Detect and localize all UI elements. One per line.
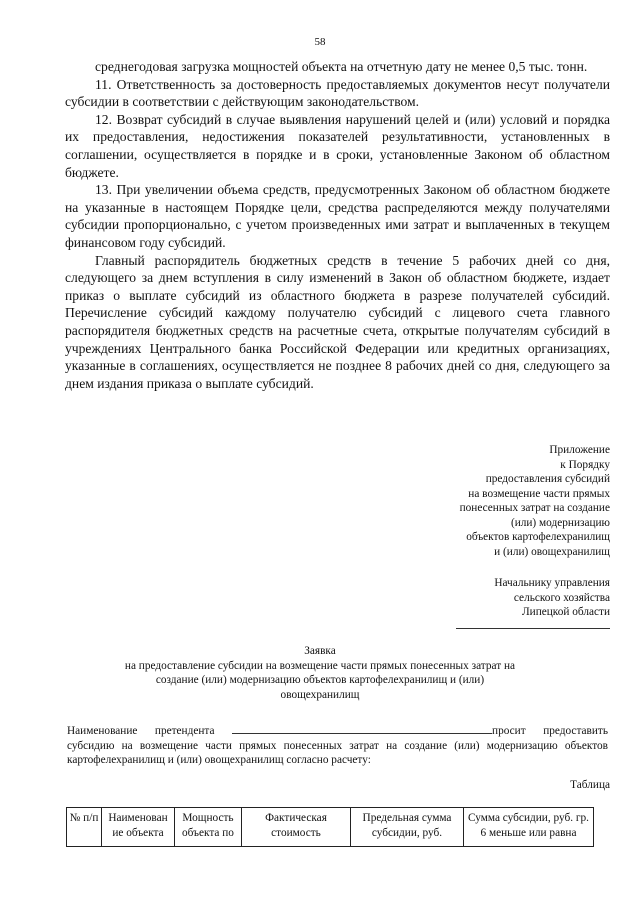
page-number: 58 (314, 36, 326, 48)
appendix-line: и (или) овощехранилищ (494, 545, 610, 558)
appendix-line: (или) модернизацию (510, 516, 610, 529)
table-caption: Таблица (570, 779, 610, 791)
applicant-name-field[interactable] (232, 723, 492, 734)
table-header-cell: Фактическая стоимость (242, 808, 351, 847)
applicant-statement (67, 723, 608, 768)
addressee-line: Липецкой области (521, 606, 610, 618)
paragraph-12: 12. Возврат субсидий в случае выявления нарушений целей и (или) условий и порядка их предоставления, недостижения показателей результативности, установленных в соглашении, осуществляется в порядке и в сроки, установленные Законом об областном бюджете. (65, 111, 610, 180)
title-line: создание (или) модернизацию объектов картофелехранилищ и (или) (155, 674, 485, 686)
application-title (0, 644, 640, 702)
signature-line (456, 628, 610, 629)
paragraph-13: 13. При увеличении объема средств, предусмотренных Законом об областном бюджете на указанные в настоящем Порядке цели, средства распределяются между получателями субсидии пропорционально, с учетом произведенных ими затрат и выплаченных в текущем финансовом году субсидий. (65, 182, 610, 250)
addressee-line: сельского хозяйства (513, 591, 610, 604)
title-line: овощехранилищ (280, 688, 360, 701)
appendix-line: к Порядку (560, 458, 610, 471)
applicant-request-text: просит предоставить субсидию на возмещение части прямых понесенных затрат на создание (или) модернизацию объектов картофелехранилищ и (или) овощехранилищ согласно расчету: (67, 725, 608, 766)
paragraph-continuation: среднегодовая загрузка мощностей объекта на отчетную дату не менее 0,5 тыс. тонн. (95, 59, 588, 74)
paragraph-11: 11. Ответственность за достоверность предоставляемых документов несут получатели субсидии в соответствии с действующим законодательством. (65, 76, 610, 110)
title-heading: Заявка (304, 645, 336, 657)
addressee-block (494, 576, 610, 620)
table-header-cell: Предельная сумма субсидии, руб. (351, 808, 464, 847)
table-header-cell: Мощность объекта по (175, 808, 242, 847)
table-header-row (67, 808, 594, 847)
appendix-line: предоставления субсидий (485, 473, 610, 485)
appendix-line: на возмещение части прямых (468, 487, 610, 500)
calculation-table (66, 807, 594, 847)
addressee-line: Начальнику управления (494, 577, 610, 589)
main-text (65, 58, 610, 392)
title-line: на предоставление субсидии на возмещение части прямых понесенных затрат на (124, 659, 516, 672)
appendix-reference (460, 443, 610, 559)
applicant-label: Наименование претендента (67, 725, 215, 737)
paragraph-payment: Главный распорядитель бюджетных средств в течение 5 рабочих дней со дня, следующего за днем вступления в силу изменений в Закон об областном бюджете, издает приказ о выплате субсидий из областного бюджета в разрезе получателей субсидий. Перечисление субсидий каждому получателю субсидий с лицевого счета главного распорядителя бюджетных средств на расчетные счета, открытые получателям субсидий в учреждениях Центрального банка Российской Федерации или кредитных организациях, указанные в соглашениях, осуществляется не позднее 8 рабочих дней со дня, следующего за днем издания приказа о выплате субсидий. (65, 252, 610, 391)
table-header-cell: Наименован ие объекта (102, 808, 175, 847)
table-header-cell: № п/п (67, 808, 102, 847)
appendix-line: понесенных затрат на создание (459, 502, 610, 514)
table-header-cell: Сумма субсидии, руб. гр. 6 меньше или равна (464, 808, 594, 847)
appendix-line: Приложение (549, 444, 610, 456)
appendix-line: объектов картофелехранилищ (466, 531, 610, 543)
